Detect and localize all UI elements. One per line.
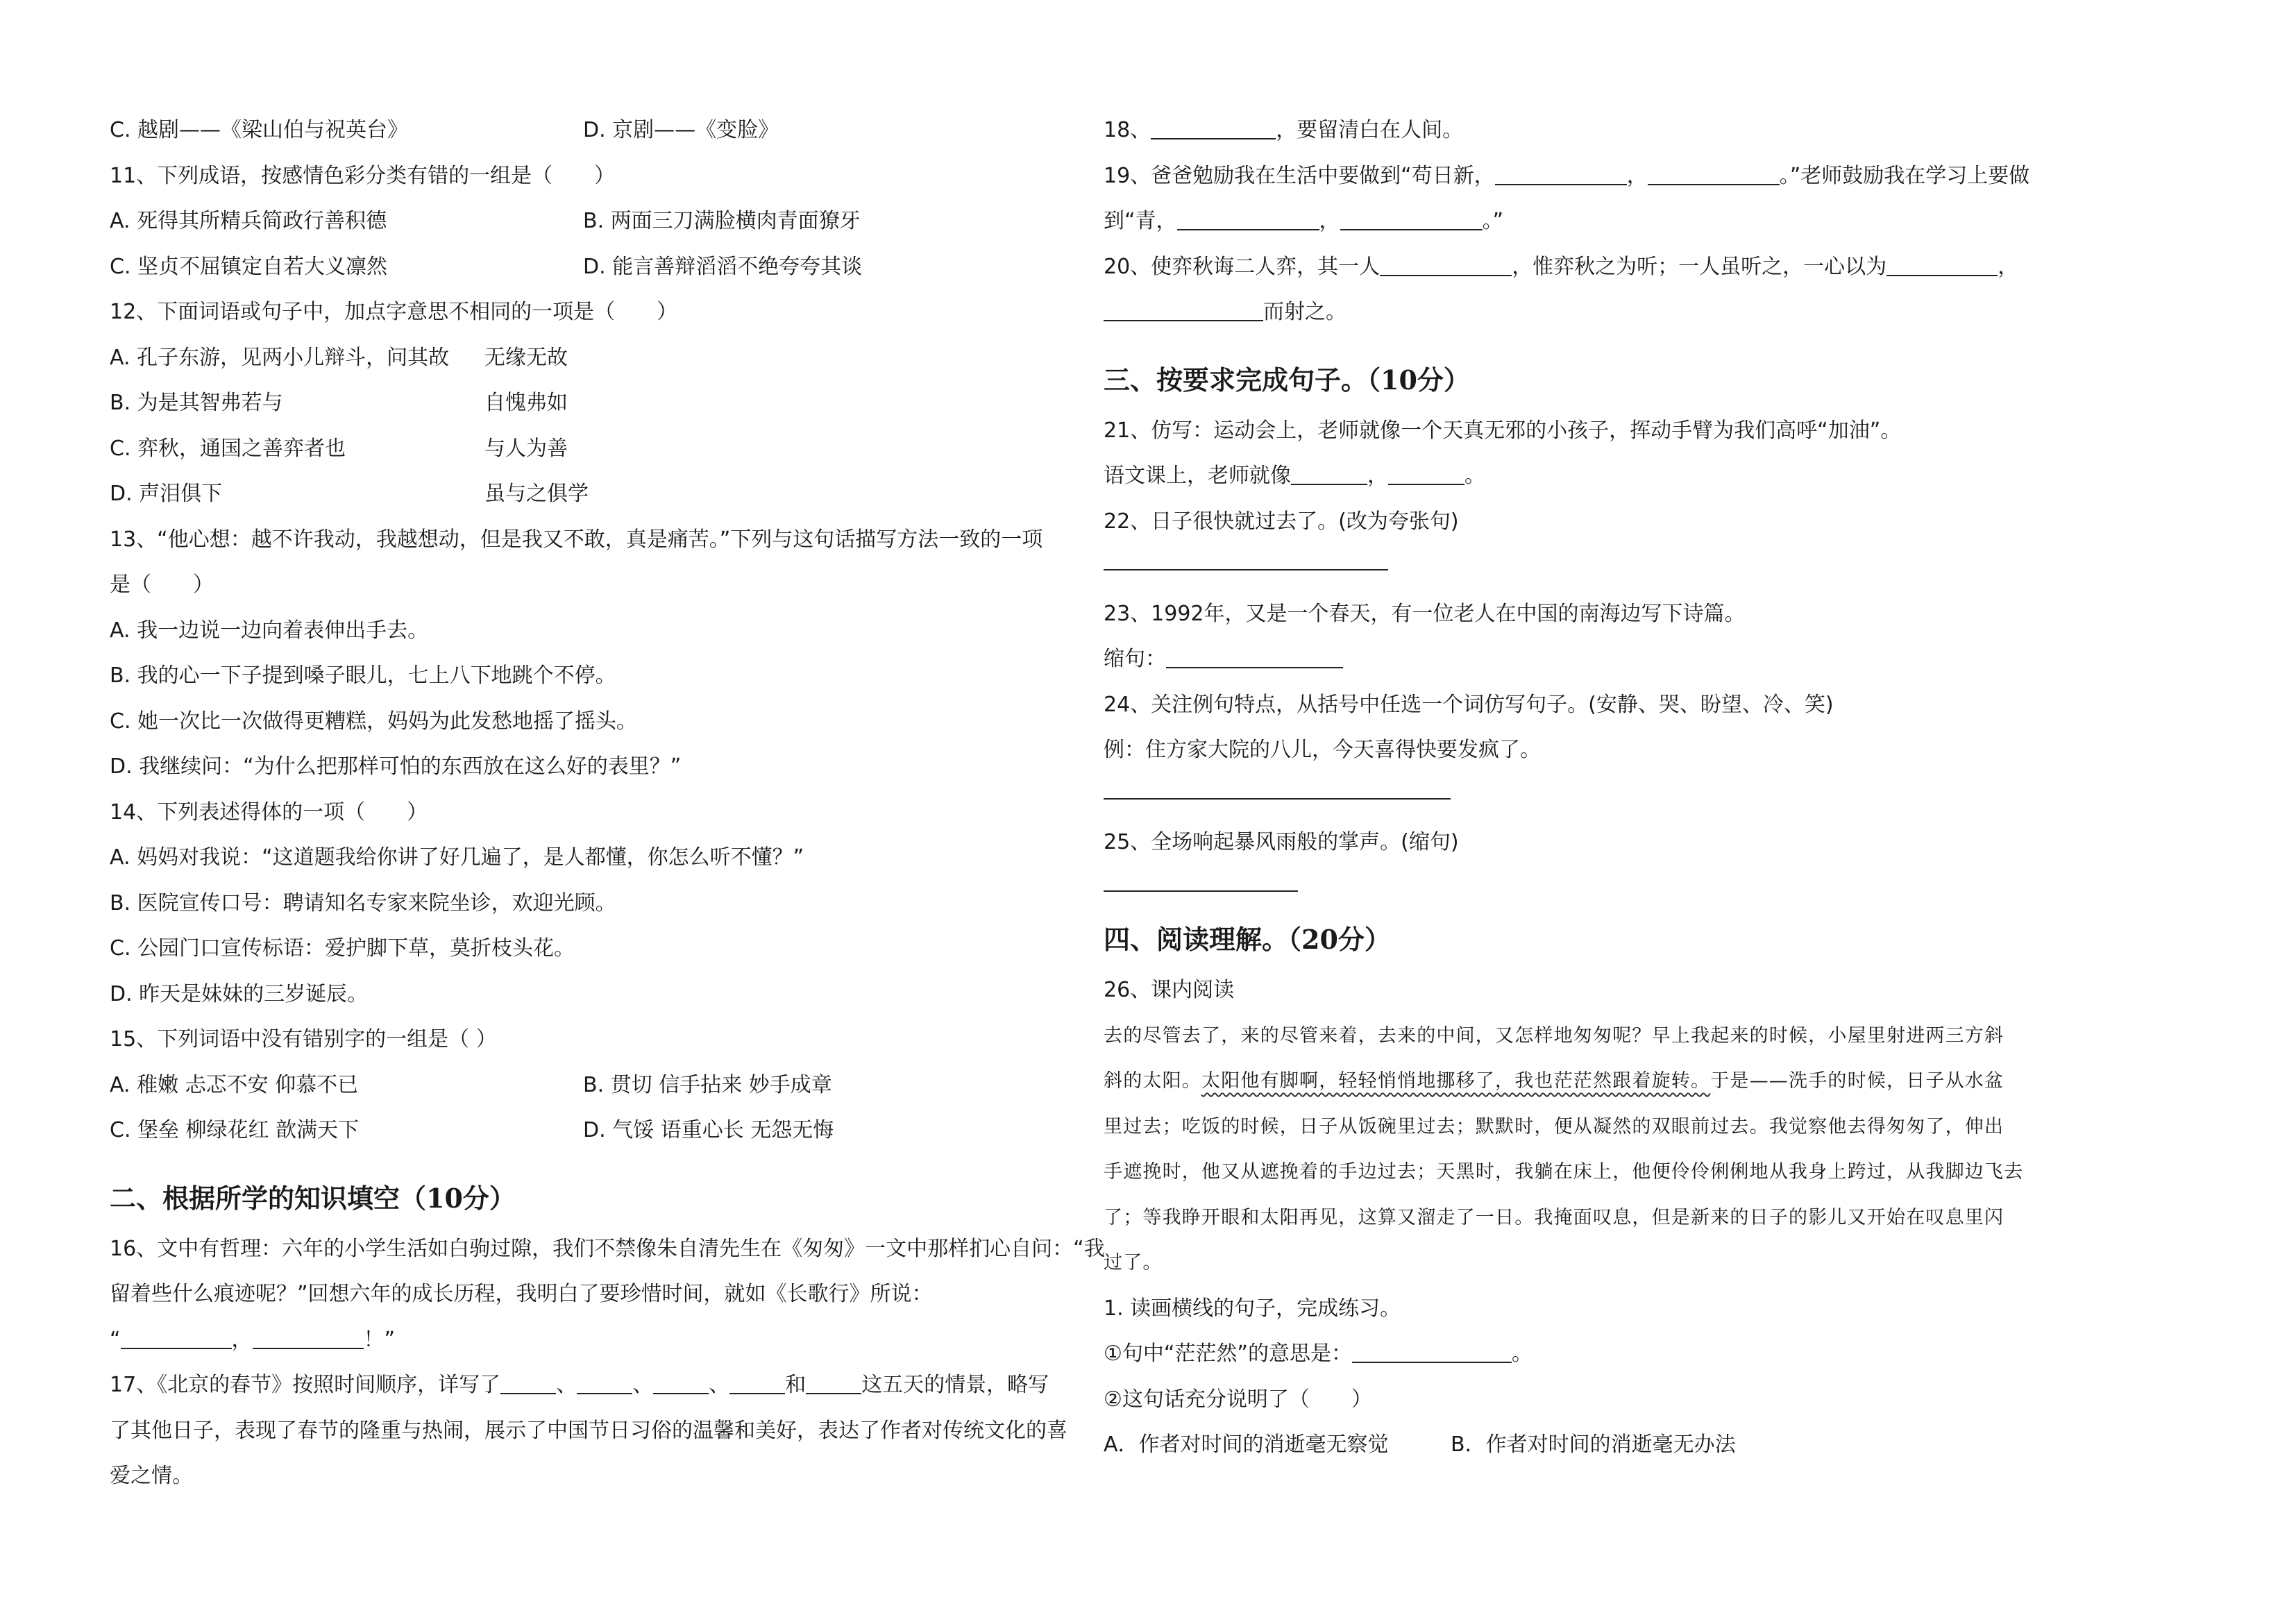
q17-line2: 了其他日子，表现了春节的隆重与热闹，展示了中国节日习俗的温馨和美好，表达了作者对传统文化的喜 — [110, 1418, 1067, 1443]
q17-blank-2[interactable] — [577, 1372, 632, 1394]
q11-option-c: C. 坚贞不屈镇定自若大义凛然 — [110, 254, 388, 279]
q20-blank-3[interactable] — [1104, 299, 1263, 321]
q17-blank-1[interactable] — [500, 1372, 556, 1394]
q18-blank[interactable] — [1151, 117, 1276, 139]
q19-blank-4[interactable] — [1340, 208, 1483, 230]
q12-c-word: 与人为善 — [484, 436, 568, 461]
section2-heading: 二、根据所学的知识填空（10分） — [110, 1182, 516, 1214]
q20-line2: 而射之。 — [1104, 289, 2068, 335]
q10-options — [110, 108, 1061, 153]
q13-option-b: B. 我的心一下子提到嗓子眼儿，七上八下地跳个不停。 — [110, 663, 616, 688]
q13-option-a: A. 我一边说一边向着表伸出手去。 — [110, 618, 429, 643]
q14-stem: 14、下列表述得体的一项（ ） — [110, 800, 428, 824]
q26-option-b: B．作者对时间的消逝毫无办法 — [1451, 1432, 1736, 1457]
q20-blank-2[interactable] — [1886, 254, 1998, 276]
q10-option-d: D. 京剧——《变脸》 — [583, 118, 779, 142]
q16-blank-2[interactable] — [253, 1327, 364, 1349]
q20-blank-1[interactable] — [1380, 254, 1512, 276]
q12-a-sentence: A. 孔子东游，见两小儿辩斗，问其故 — [110, 345, 450, 370]
q21-blank-1[interactable] — [1291, 463, 1367, 485]
q24-line1: 24、关注例句特点，从括号中任选一个词仿写句子。(安静、哭、盼望、冷、笑) — [1104, 692, 1834, 717]
q17-blank-4[interactable] — [729, 1372, 785, 1394]
q16-line1: 16、文中有哲理：六年的小学生活如白驹过隙，我们不禁像朱自清先生在《匆匆》一文中那样扪心自问：“我 — [110, 1236, 1105, 1261]
q15-option-d: D. 气馁 语重心长 无怨无悔 — [583, 1118, 834, 1142]
q15-options-ab — [110, 1063, 1061, 1108]
q19-blank-3[interactable] — [1177, 208, 1319, 230]
q16-blank-1[interactable] — [121, 1327, 232, 1349]
q15-stem: 15、下列词语中没有错别字的一组是（ ） — [110, 1027, 497, 1051]
q12-d-word: 虽与之俱学 — [484, 482, 589, 506]
section3-heading: 三、按要求完成句子。（10分） — [1104, 364, 1470, 396]
q19-line1: 19、爸爸勉励我在生活中要做到“苟日新， ， 。”老师鼓励我在学习上要做 — [1104, 163, 2030, 188]
q23-blank[interactable] — [1166, 646, 1343, 668]
underlined-sentence: 太阳他有脚啊，轻轻悄悄地挪移了，我也茫茫然跟着旋转。 — [1201, 1070, 1711, 1092]
left-column — [110, 108, 1105, 1499]
right-column — [1104, 108, 2068, 1468]
q12-option-b — [110, 380, 1061, 426]
passage-line-1: 去的尽管去了，来的尽管来着，去来的中间，又怎样地匆匆呢？早上我起来的时候，小屋里射进两三方斜 — [1104, 1024, 2004, 1047]
passage-line-3: 里过去；吃饭的时候，日子从饭碗里过去；默默时，便从凝然的双眼前过去。我觉察他去得匆匆了，伸出 — [1104, 1115, 2004, 1137]
q13-stem-line1: 13、“他心想：越不许我动，我越想动，但是我又不敢，真是痛苦。”下列与这句话描写方法一致的一项 — [110, 527, 1043, 552]
q12-option-d — [110, 471, 1061, 517]
q22-line1: 22、日子很快就过去了。(改为夸张句) — [1104, 509, 1459, 534]
q16-line3: “ ， ！” — [110, 1327, 396, 1352]
q24-answer-line[interactable] — [1104, 773, 1451, 800]
q25-answer-line[interactable] — [1104, 865, 1298, 892]
q11-option-d: D. 能言善辩滔滔不绝夸夸其谈 — [583, 254, 863, 279]
q10-option-c: C. 越剧——《梁山伯与祝英台》 — [110, 118, 409, 142]
q15-option-a: A. 稚嫩 忐忑不安 仰慕不已 — [110, 1072, 359, 1097]
q22-answer-line[interactable] — [1104, 544, 1388, 570]
q19-blank-2[interactable] — [1648, 163, 1780, 185]
q12-c-sentence: C. 弈秋，通国之善弈者也 — [110, 436, 346, 461]
q14-option-b: B. 医院宣传口号：聘请知名专家来院坐诊，欢迎光顾。 — [110, 890, 616, 915]
q14-option-d: D. 昨天是妹妹的三岁诞辰。 — [110, 981, 369, 1006]
q12-a-word: 无缘无故 — [484, 345, 568, 370]
q21-line2: 语文课上，老师就像 ， 。 — [1104, 464, 1485, 488]
q26-option-a: A．作者对时间的消逝毫无察觉 — [1104, 1432, 1389, 1457]
q26-sub3: ②这句话充分说明了（ ） — [1104, 1387, 1372, 1412]
q23-line1: 23、1992年，又是一个春天，有一位老人在中国的南海边写下诗篇。 — [1104, 601, 1746, 626]
q11-options-ab — [110, 198, 1061, 244]
q12-d-sentence: D. 声泪俱下 — [110, 482, 223, 506]
q19-blank-1[interactable] — [1495, 163, 1627, 185]
q15-option-c: C. 堡垒 柳绿花红 歆满天下 — [110, 1118, 360, 1142]
q20-line1: 20、使弈秋诲二人弈，其一人 ，惟弈秋之为听；一人虽听之，一心以为 ， — [1104, 254, 2019, 279]
q12-b-word: 自愧弗如 — [484, 391, 568, 415]
q25-line1: 25、全场响起暴风雨般的掌声。(缩句) — [1104, 830, 1459, 854]
section4-heading: 四、阅读理解。（20分） — [1104, 924, 1391, 955]
passage-line-5: 了；等我睁开眼和太阳再见，这算又溜走了一日。我掩面叹息，但是新来的日子的影儿又开始在叹息里闪 — [1104, 1206, 2004, 1228]
q12-option-a — [110, 335, 1061, 381]
q26-title: 26、课内阅读 — [1104, 978, 1235, 1002]
q26-blank[interactable] — [1352, 1341, 1512, 1363]
q18: 18、 ，要留清白在人间。 — [1104, 118, 1464, 142]
q11-option-a: A. 死得其所精兵简政行善积德 — [110, 209, 387, 233]
q17-blank-5[interactable] — [806, 1372, 861, 1394]
q15-option-b: B. 贯切 信手拈来 妙手成章 — [583, 1072, 832, 1097]
q16-line2: 留着些什么痕迹呢？”回想六年的成长历程，我明白了要珍惜时间，就如《长歌行》所说： — [110, 1282, 933, 1306]
q17-line3: 爱之情。 — [110, 1464, 193, 1488]
q12-b-sentence: B. 为是其智弗若与 — [110, 391, 283, 415]
q12-stem: 12、下面词语或句子中，加点字意思不相同的一项是（ ） — [110, 300, 678, 324]
q21-blank-2[interactable] — [1388, 463, 1464, 485]
q14-option-a: A. 妈妈对我说：“这道题我给你讲了好几遍了，是人都懂，你怎么听不懂？” — [110, 845, 804, 870]
q14-option-c: C. 公园门口宣传标语：爱护脚下草，莫折枝头花。 — [110, 936, 575, 961]
q11-option-b: B. 两面三刀满脸横肉青面獠牙 — [583, 209, 861, 233]
passage-line-2: 斜的太阳。太阳他有脚啊，轻轻悄悄地挪移了，我也茫茫然跟着旋转。于是——洗手的时候，日子从水盆 — [1104, 1070, 2004, 1092]
passage-line-4: 手遮挽时，他又从遮挽着的手边过去；天黑时，我躺在床上，他便伶伶俐俐地从我身上跨过，从我脚边飞去 — [1104, 1161, 2024, 1183]
q13-stem-line2: 是（ ） — [110, 573, 214, 597]
q11-stem: 11、下列成语，按感情色彩分类有错的一组是（ ） — [110, 163, 616, 188]
q17-line1: 17、《北京的春节》按照时间顺序，详写了 、 、 、 和 这五天的情景，略写 — [110, 1373, 1049, 1397]
q19-line2: 到“青， ， 。” — [1104, 209, 1504, 233]
q26-options — [1104, 1422, 2068, 1468]
q15-options-cd — [110, 1108, 1061, 1153]
q13-option-c: C. 她一次比一次做得更糟糕，妈妈为此发愁地摇了摇头。 — [110, 709, 638, 734]
q17-blank-3[interactable] — [653, 1372, 709, 1394]
q26-sub1: 1. 读画横线的句子，完成练习。 — [1104, 1296, 1401, 1321]
q11-options-cd — [110, 244, 1061, 290]
q21-line1: 21、仿写：运动会上，老师就像一个天真无邪的小孩子，挥动手臂为我们高呼“加油”。 — [1104, 418, 1902, 443]
q24-example: 例：住方家大院的八儿，今天喜得快要发疯了。 — [1104, 738, 1541, 762]
q23-line2: 缩句： — [1104, 636, 2068, 682]
q12-option-c — [110, 426, 1061, 472]
q26-sub2: ①句中“茫茫然”的意思是： 。 — [1104, 1342, 1533, 1366]
passage-line-6: 过了。 — [1104, 1252, 1163, 1274]
q13-option-d: D. 我继续问：“为什么把那样可怕的东西放在这么好的表里？” — [110, 754, 682, 779]
